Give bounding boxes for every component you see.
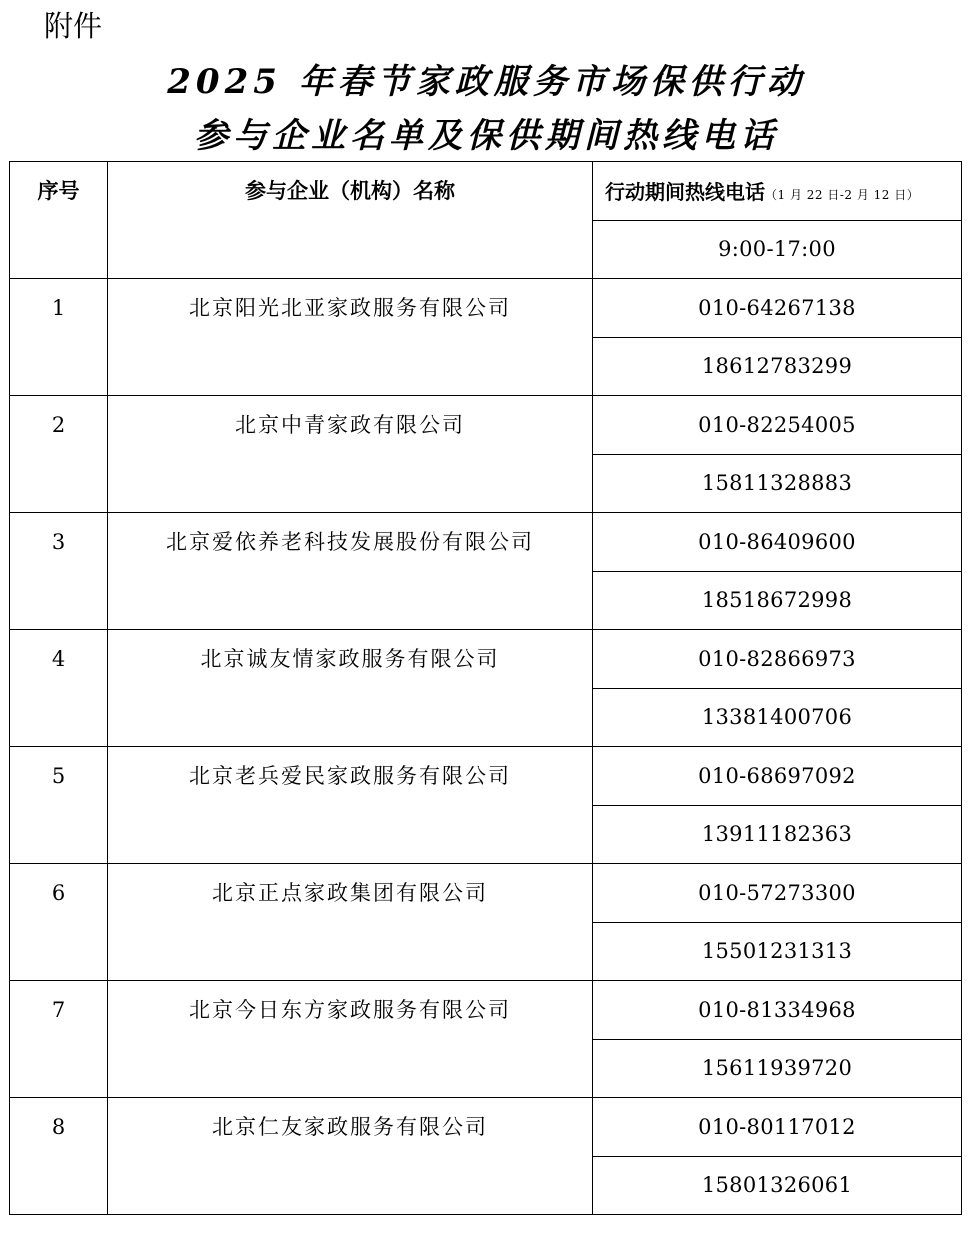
table-row <box>10 630 962 689</box>
row-landline-phone: 010-64267138 <box>593 279 962 338</box>
row-mobile-phone: 13911182363 <box>593 805 962 864</box>
table-row <box>10 1098 962 1157</box>
table-row <box>10 864 962 923</box>
table-row <box>10 396 962 455</box>
row-landline-phone: 010-68697092 <box>593 747 962 806</box>
row-serial-number: 5 <box>10 747 108 864</box>
row-landline-phone: 010-82254005 <box>593 396 962 455</box>
row-serial-number: 7 <box>10 981 108 1098</box>
table-row <box>10 513 962 572</box>
hotline-table <box>9 161 962 1215</box>
row-mobile-phone: 15801326061 <box>593 1156 962 1215</box>
row-company-name: 北京诚友情家政服务有限公司 <box>108 630 593 747</box>
row-mobile-phone: 15811328883 <box>593 454 962 513</box>
row-mobile-phone: 13381400706 <box>593 688 962 747</box>
row-landline-phone: 010-80117012 <box>593 1098 962 1157</box>
row-company-name: 北京爱依养老科技发展股份有限公司 <box>108 513 593 630</box>
row-serial-number: 4 <box>10 630 108 747</box>
row-mobile-phone: 15611939720 <box>593 1039 962 1098</box>
header-service-hours: 9:00-17:00 <box>593 220 962 279</box>
header-company-name: 参与企业（机构）名称 <box>108 162 593 279</box>
row-serial-number: 2 <box>10 396 108 513</box>
row-serial-number: 1 <box>10 279 108 396</box>
table-header-row <box>10 162 962 221</box>
row-mobile-phone: 18518672998 <box>593 571 962 630</box>
document-title-line-2: 参与企业名单及保供期间热线电话 <box>194 116 779 156</box>
row-company-name: 北京今日东方家政服务有限公司 <box>108 981 593 1098</box>
row-company-name: 北京老兵爱民家政服务有限公司 <box>108 747 593 864</box>
row-landline-phone: 010-81334968 <box>593 981 962 1040</box>
table-row <box>10 981 962 1040</box>
document-title-line-1: 2025 年春节家政服务市场保供行动 <box>167 62 806 102</box>
row-landline-phone: 010-57273300 <box>593 864 962 923</box>
row-landline-phone: 010-86409600 <box>593 513 962 572</box>
table-row <box>10 747 962 806</box>
row-serial-number: 3 <box>10 513 108 630</box>
header-hotline-label: 行动期间热线电话 <box>605 180 765 205</box>
row-serial-number: 8 <box>10 1098 108 1215</box>
row-serial-number: 6 <box>10 864 108 981</box>
row-company-name: 北京仁友家政服务有限公司 <box>108 1098 593 1215</box>
row-company-name: 北京正点家政集团有限公司 <box>108 864 593 981</box>
header-hotline <box>593 162 962 221</box>
row-company-name: 北京阳光北亚家政服务有限公司 <box>108 279 593 396</box>
row-mobile-phone: 18612783299 <box>593 337 962 396</box>
header-serial-number: 序号 <box>10 162 108 279</box>
row-mobile-phone: 15501231313 <box>593 922 962 981</box>
header-hotline-date-range: （1 月 22 日-2 月 12 日） <box>765 188 920 203</box>
row-company-name: 北京中青家政有限公司 <box>108 396 593 513</box>
attachment-label: 附件 <box>44 9 103 43</box>
table-row <box>10 279 962 338</box>
row-landline-phone: 010-82866973 <box>593 630 962 689</box>
